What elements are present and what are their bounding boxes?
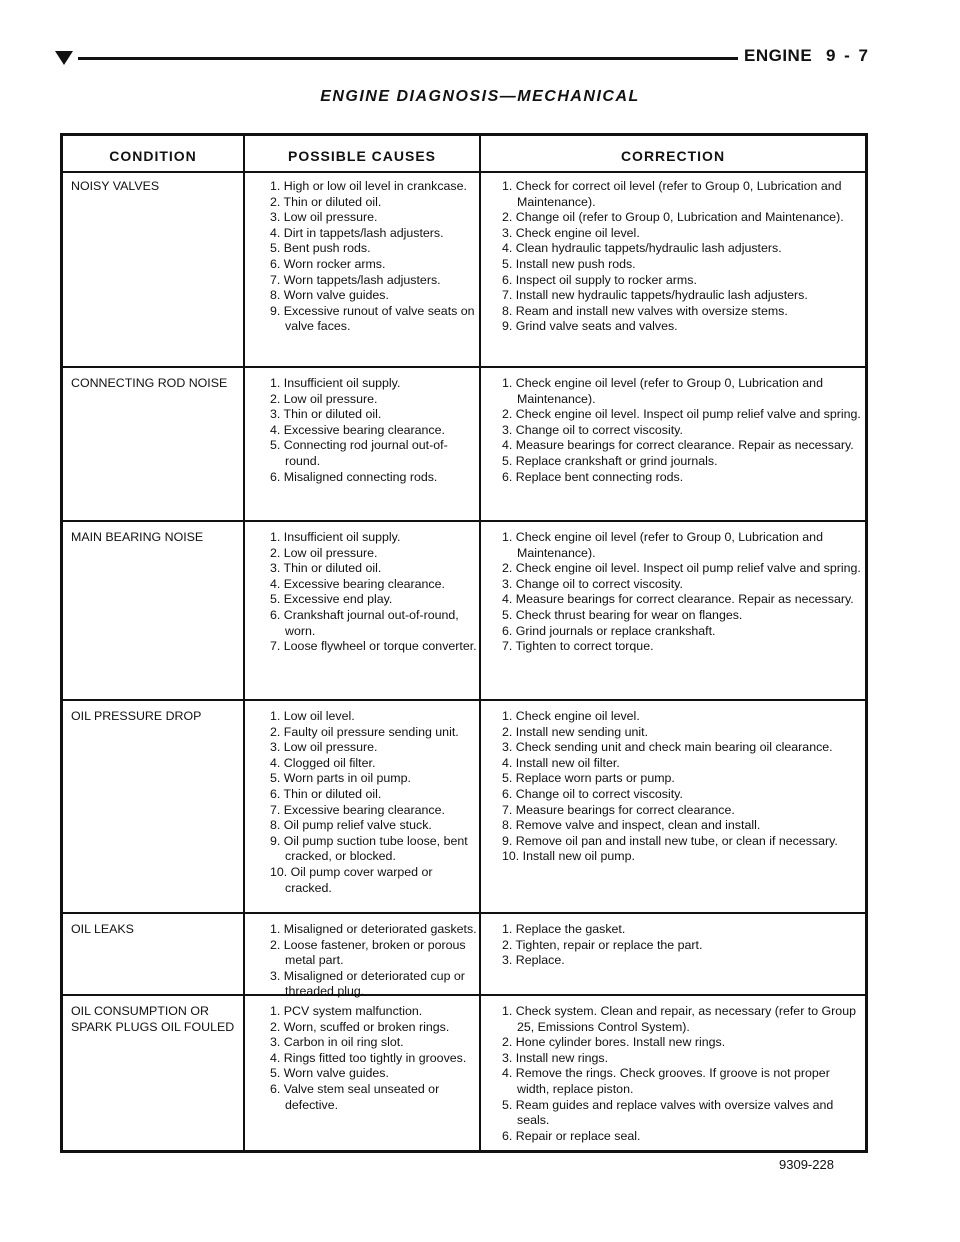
header-correction: CORRECTION	[620, 148, 726, 164]
figure-code: 9309-228	[779, 1157, 834, 1172]
list-item: 9. Remove oil pan and install new tube, or clean if necessary.	[502, 833, 838, 848]
list-item: 4. Rings fitted too tightly in grooves.	[270, 1050, 467, 1065]
list-item: 6. Valve stem seal unseated or defective.	[270, 1081, 440, 1112]
condition-cell: OIL LEAKS	[71, 922, 134, 936]
list-item: 1. Check engine oil level.	[502, 709, 640, 723]
list-item: 5. Excessive end play.	[270, 592, 393, 607]
list-item: 5. Ream guides and replace valves with oversize valves and seals.	[502, 1097, 834, 1128]
list-item: 1. Insufficient oil supply.	[270, 376, 401, 390]
list-item: 1. Low oil level.	[270, 709, 355, 723]
list-item: 1. Check for correct oil level (refer to Group 0, Lubrication and Maintenance).	[502, 179, 842, 209]
list-item: 3. Thin or diluted oil.	[270, 407, 382, 422]
section-title: ENGINE	[744, 46, 813, 65]
causes-list	[255, 376, 477, 485]
list-item: 3. Low oil pressure.	[270, 740, 378, 755]
list-item: 5. Check thrust bearing for wear on flanges.	[502, 607, 743, 622]
list-item: 5. Bent push rods.	[270, 241, 371, 256]
page-number: 9 - 7	[826, 46, 871, 65]
list-item: 6. Worn rocker arms.	[270, 256, 386, 271]
list-item: 1. Insufficient oil supply.	[270, 530, 401, 544]
list-item: 3. Replace.	[502, 953, 565, 968]
diagnosis-table	[60, 133, 868, 1153]
list-item: 4. Excessive bearing clearance.	[270, 422, 445, 437]
condition-cell: OIL PRESSURE DROP	[71, 709, 202, 723]
list-item: 2. Worn, scuffed or broken rings.	[270, 1019, 450, 1034]
list-item: 1. Misaligned or deteriorated gaskets.	[270, 922, 477, 936]
condition-cell: OIL CONSUMPTION OR SPARK PLUGS OIL FOULED	[71, 1004, 235, 1034]
list-item: 4. Excessive bearing clearance.	[270, 576, 445, 591]
condition-cell: MAIN BEARING NOISE	[71, 530, 204, 544]
causes-list	[255, 922, 477, 1000]
list-item: 5. Replace crankshaft or grind journals.	[502, 453, 718, 468]
list-item: 4. Clean hydraulic tappets/hydraulic lash adjusters.	[502, 241, 782, 256]
corrections-list	[487, 709, 865, 865]
list-item: 4. Remove the rings. Check grooves. If groove is not proper width, replace piston.	[502, 1066, 830, 1096]
list-item: 9. Grind valve seats and valves.	[502, 319, 678, 334]
list-item: 4. Measure bearings for correct clearance. Repair as necessary.	[502, 592, 854, 607]
list-item: 7. Install new hydraulic tappets/hydraulic lash adjusters.	[502, 288, 808, 303]
list-item: 3. Misaligned or deteriorated cup or threaded plug.	[270, 968, 465, 999]
causes-list	[255, 1004, 477, 1113]
list-item: 7. Worn tappets/lash adjusters.	[270, 272, 441, 287]
corrections-list	[487, 1004, 865, 1144]
list-item: 9. Excessive runout of valve seats on valve faces.	[270, 303, 475, 334]
corrections-list	[487, 530, 865, 655]
list-item: 8. Oil pump relief valve stuck.	[270, 818, 432, 833]
corrections-list	[487, 179, 865, 335]
list-item: 4. Measure bearings for correct clearance. Repair as necessary.	[502, 438, 854, 453]
corrections-list	[487, 922, 865, 969]
list-item: 6. Change oil to correct viscosity.	[502, 786, 683, 801]
list-item: 1. PCV system malfunction.	[270, 1004, 423, 1018]
list-item: 8. Ream and install new valves with oversize stems.	[502, 303, 788, 318]
list-item: 7. Excessive bearing clearance.	[270, 802, 445, 817]
list-item: 2. Hone cylinder bores. Install new rings.	[502, 1035, 726, 1050]
list-item: 5. Worn valve guides.	[270, 1066, 389, 1081]
row-divider	[63, 912, 865, 914]
list-item: 3. Check engine oil level.	[502, 225, 640, 240]
list-item: 2. Low oil pressure.	[270, 391, 378, 406]
column-divider	[243, 136, 245, 1150]
causes-list	[255, 709, 477, 896]
list-item: 2. Check engine oil level. Inspect oil pump relief valve and spring.	[502, 561, 861, 576]
list-item: 2. Check engine oil level. Inspect oil pump relief valve and spring.	[502, 407, 861, 422]
list-item: 3. Low oil pressure.	[270, 210, 378, 225]
list-item: 3. Change oil to correct viscosity.	[502, 576, 683, 591]
list-item: 2. Thin or diluted oil.	[270, 194, 382, 209]
list-item: 2. Install new sending unit.	[502, 724, 649, 739]
causes-list	[255, 179, 477, 335]
list-item: 3. Carbon in oil ring slot.	[270, 1035, 404, 1050]
list-item: 4. Clogged oil filter.	[270, 755, 376, 770]
list-item: 1. High or low oil level in crankcase.	[270, 179, 467, 193]
list-item: 3. Change oil to correct viscosity.	[502, 422, 683, 437]
list-item: 8. Worn valve guides.	[270, 288, 389, 303]
list-item: 2. Loose fastener, broken or porous metal part.	[270, 937, 466, 968]
list-item: 4. Dirt in tappets/lash adjusters.	[270, 225, 444, 240]
list-item: 5. Worn parts in oil pump.	[270, 771, 411, 786]
list-item: 1. Check engine oil level (refer to Group 0, Lubrication and Maintenance).	[502, 530, 823, 560]
list-item: 6. Repair or replace seal.	[502, 1128, 641, 1143]
list-item: 9. Oil pump suction tube loose, bent cracked, or blocked.	[270, 833, 468, 864]
row-divider	[63, 699, 865, 701]
list-item: 7. Tighten to correct torque.	[502, 639, 654, 654]
corrections-list	[487, 376, 865, 485]
header-rule	[78, 57, 738, 60]
list-item: 8. Remove valve and inspect, clean and install.	[502, 818, 761, 833]
list-item: 2. Low oil pressure.	[270, 545, 378, 560]
list-item: 10. Install new oil pump.	[502, 849, 635, 864]
header-triangle-icon	[55, 51, 73, 65]
list-item: 6. Replace bent connecting rods.	[502, 469, 684, 484]
column-divider	[479, 136, 481, 1150]
list-item: 6. Thin or diluted oil.	[270, 786, 382, 801]
list-item: 1. Replace the gasket.	[502, 922, 626, 936]
page-title: ENGINE DIAGNOSIS—MECHANICAL	[320, 88, 640, 105]
list-item: 5. Connecting rod journal out-of-round.	[270, 438, 448, 468]
list-item: 5. Replace worn parts or pump.	[502, 771, 675, 786]
list-item: 7. Loose flywheel or torque converter.	[270, 639, 477, 654]
list-item: 5. Install new push rods.	[502, 256, 636, 271]
list-item: 10. Oil pump cover warped or cracked.	[270, 864, 433, 895]
list-item: 7. Measure bearings for correct clearance.	[502, 802, 735, 817]
list-item: 1. Check system. Clean and repair, as necessary (refer to Group 25, Emissions Control System).	[502, 1004, 856, 1034]
header-condition: CONDITION	[109, 148, 197, 164]
list-item: 6. Inspect oil supply to rocker arms.	[502, 272, 697, 287]
list-item: 3. Install new rings.	[502, 1050, 609, 1065]
list-item: 6. Grind journals or replace crankshaft.	[502, 623, 716, 638]
causes-list	[255, 530, 477, 655]
list-item: 2. Faulty oil pressure sending unit.	[270, 724, 459, 739]
condition-cell: CONNECTING ROD NOISE	[71, 376, 228, 390]
header-divider	[63, 171, 865, 173]
list-item: 3. Check sending unit and check main bearing oil clearance.	[502, 740, 833, 755]
row-divider	[63, 366, 865, 368]
condition-cell: NOISY VALVES	[71, 179, 160, 193]
header-possible-causes: POSSIBLE CAUSES	[287, 148, 437, 164]
list-item: 4. Install new oil filter.	[502, 755, 620, 770]
list-item: 2. Tighten, repair or replace the part.	[502, 937, 703, 952]
row-divider	[63, 520, 865, 522]
list-item: 6. Crankshaft journal out-of-round, worn.	[270, 607, 459, 638]
list-item: 3. Thin or diluted oil.	[270, 561, 382, 576]
list-item: 2. Change oil (refer to Group 0, Lubrication and Maintenance).	[502, 210, 844, 225]
list-item: 6. Misaligned connecting rods.	[270, 469, 438, 484]
list-item: 1. Check engine oil level (refer to Group 0, Lubrication and Maintenance).	[502, 376, 823, 406]
